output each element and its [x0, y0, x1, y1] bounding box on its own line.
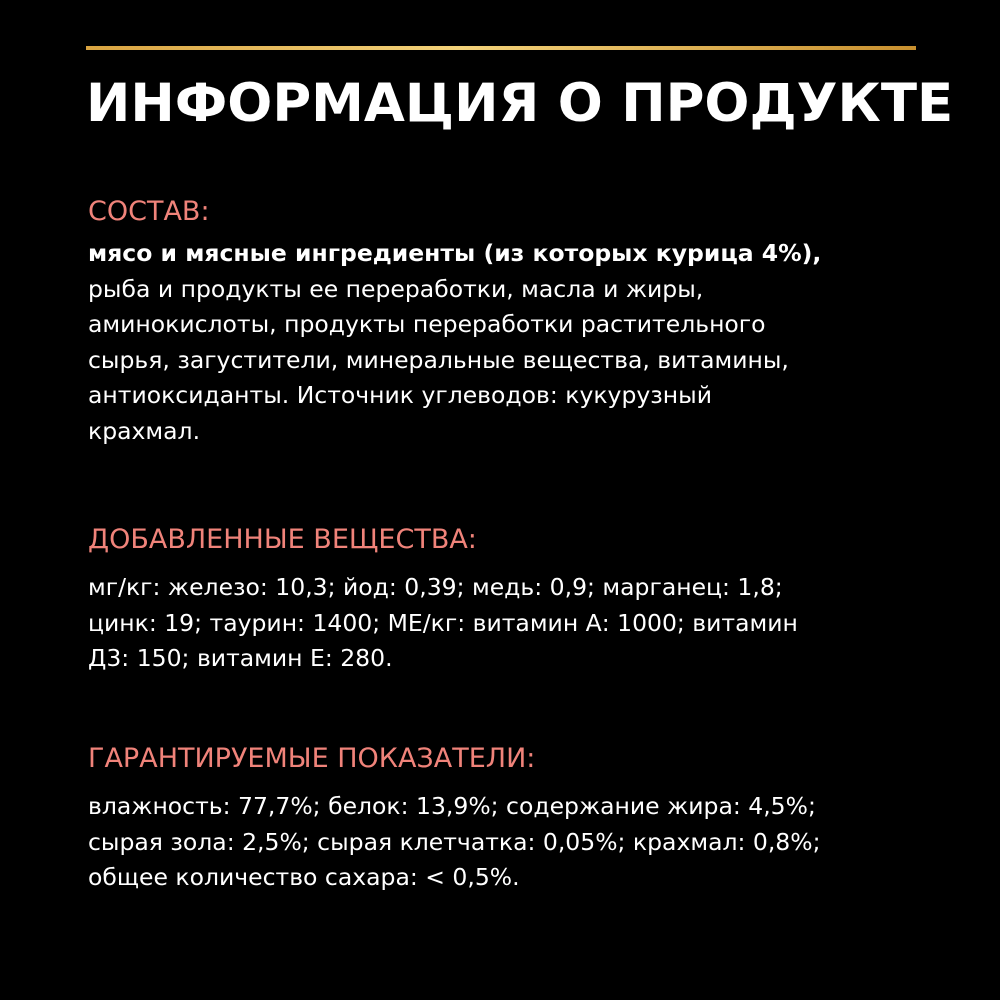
additives-heading: ДОБАВЛЕННЫЕ ВЕЩЕСТВА: [88, 524, 477, 555]
additives-section [88, 522, 918, 677]
additives-line: цинк: 19; таурин: 1400; МЕ/кг: витамин А: 1000; витамин [88, 608, 798, 637]
additives-line: мг/кг: железо: 10,3; йод: 0,39; медь: 0,9; марганец: 1,8; [88, 573, 783, 601]
composition-line: аминокислоты, продукты переработки растительного [88, 310, 766, 338]
composition-heading: СОСТАВ: [88, 196, 210, 227]
guaranteed-line: сырая зола: 2,5%; сырая клетчатка: 0,05%; крахмал: 0,8%; [88, 827, 821, 856]
gold-divider [86, 46, 916, 50]
composition-line: крахмал. [88, 416, 201, 445]
guaranteed-line: общее количество сахара: < 0,5%. [88, 863, 520, 891]
composition-line: антиоксиданты. Источник углеводов: кукурузный [88, 381, 712, 409]
guaranteed-line: влажность: 77,7%; белок: 13,9%; содержание жира: 4,5%; [88, 792, 816, 820]
guaranteed-text [88, 789, 918, 896]
page-title: ИНФОРМАЦИЯ О ПРОДУКТЕ [86, 73, 954, 134]
guaranteed-heading: ГАРАНТИРУЕМЫЕ ПОКАЗАТЕЛИ: [88, 743, 536, 774]
composition-line: сырья, загустители, минеральные вещества, витамины, [88, 345, 789, 374]
composition-text [88, 236, 918, 449]
composition-section [88, 194, 918, 449]
additives-text [88, 570, 918, 677]
composition-line: рыба и продукты ее переработки, масла и жиры, [88, 274, 704, 303]
guaranteed-section [88, 741, 918, 896]
additives-line: Д3: 150; витамин Е: 280. [88, 644, 393, 672]
composition-lead: мясо и мясные ингредиенты (из которых курица 4%), [88, 239, 822, 267]
